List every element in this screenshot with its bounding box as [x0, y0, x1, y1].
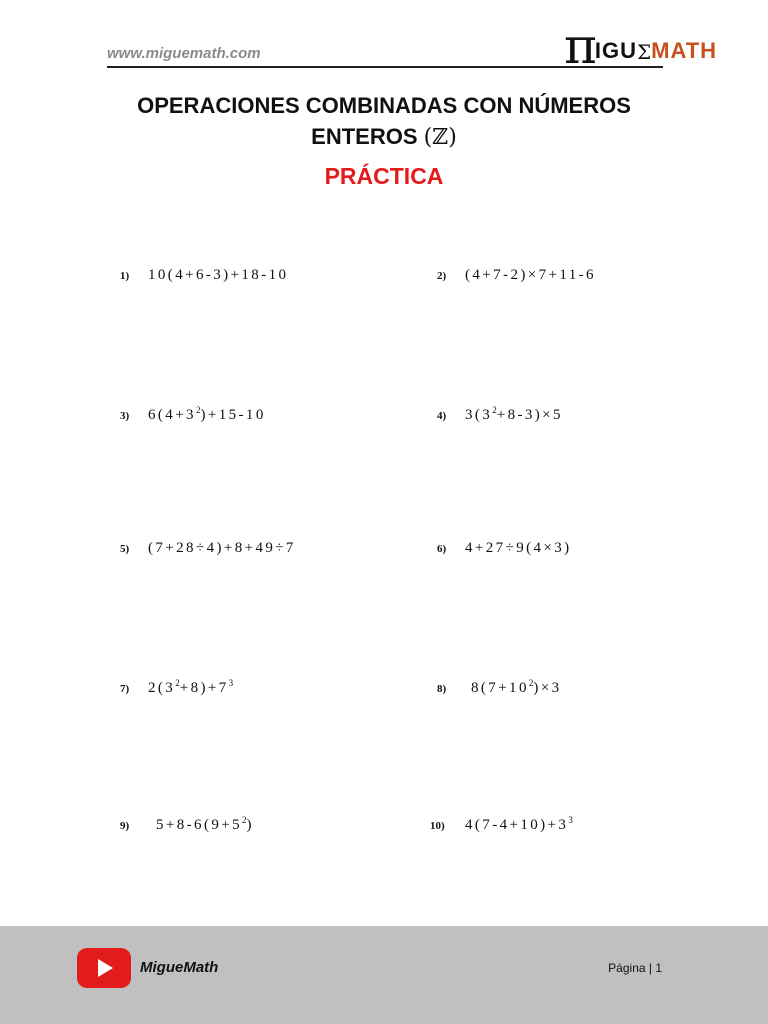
exponent: 2 — [195, 405, 201, 415]
integers-symbol: (ℤ) — [423, 125, 457, 150]
problem-number: 1) — [120, 270, 130, 282]
problem-expression: $3(3^2+8-3)\times 5$ — [465, 405, 563, 423]
miguemath-logo — [564, 17, 718, 75]
play-icon — [98, 959, 113, 977]
problem-number: 10) — [430, 820, 445, 832]
problem-number: 9) — [120, 820, 130, 832]
problem-expression: $2(3^2+8)+7^3$ — [148, 678, 234, 696]
exponent: 3 — [228, 678, 234, 688]
exponent: 2 — [175, 678, 180, 688]
problem-number: 7) — [120, 683, 130, 695]
problem-2 — [437, 267, 596, 284]
page-number: Página | 1 — [608, 961, 662, 975]
problem-expression: (7+28÷4)+8+49÷7 — [148, 540, 296, 556]
practice-heading: PRÁCTICA — [324, 163, 444, 189]
youtube-icon[interactable] — [77, 948, 131, 988]
problem-9 — [120, 815, 254, 834]
problem-10 — [430, 815, 573, 834]
page-title-line-2 — [0, 124, 768, 150]
exponent: 2 — [242, 815, 247, 825]
problem-5 — [120, 540, 296, 557]
problem-7 — [120, 678, 233, 697]
site-url[interactable]: www.miguemath.com — [107, 45, 261, 62]
footer-brand[interactable]: MigueMath — [140, 959, 219, 976]
problem-3 — [120, 405, 266, 424]
problem-expression: $6(4+3^2)+15-10$ — [148, 405, 266, 423]
problem-expression: $8(7+10^2)\times 3$ — [471, 678, 562, 696]
page-title-line-1: OPERACIONES COMBINADAS CON NÚMEROS — [137, 93, 631, 118]
problem-expression: $5+8-6(9+5^2)$ — [156, 815, 254, 833]
problem-6 — [437, 540, 572, 557]
problem-number: 4) — [437, 410, 447, 422]
logo-pi: π — [564, 17, 597, 75]
problem-number: 2) — [437, 270, 447, 282]
problem-number: 6) — [437, 543, 447, 555]
problem-8 — [437, 678, 562, 697]
exponent: 3 — [568, 815, 573, 825]
problem-expression: 4+27÷9(4×3) — [465, 540, 572, 556]
problem-expression: $4(7-4+10)+3^3$ — [465, 815, 573, 833]
page-footer — [0, 926, 768, 1024]
logo-sigma: Σ — [637, 40, 652, 64]
logo-text-igu: IGU — [594, 38, 637, 63]
problem-number: 8) — [437, 683, 447, 695]
problem-number: 3) — [120, 410, 130, 422]
logo-text-math: MATH — [651, 38, 718, 63]
page-title-enteros: ENTEROS — [311, 124, 418, 149]
problem-number: 5) — [120, 543, 130, 555]
exponent: 2 — [528, 678, 534, 688]
problem-4 — [437, 405, 563, 424]
problem-1 — [120, 267, 288, 284]
problem-expression: 10(4+6-3)+18-10 — [148, 267, 289, 283]
problem-expression: (4+7-2)×7+11-6 — [465, 267, 596, 283]
exponent: 2 — [492, 405, 497, 415]
